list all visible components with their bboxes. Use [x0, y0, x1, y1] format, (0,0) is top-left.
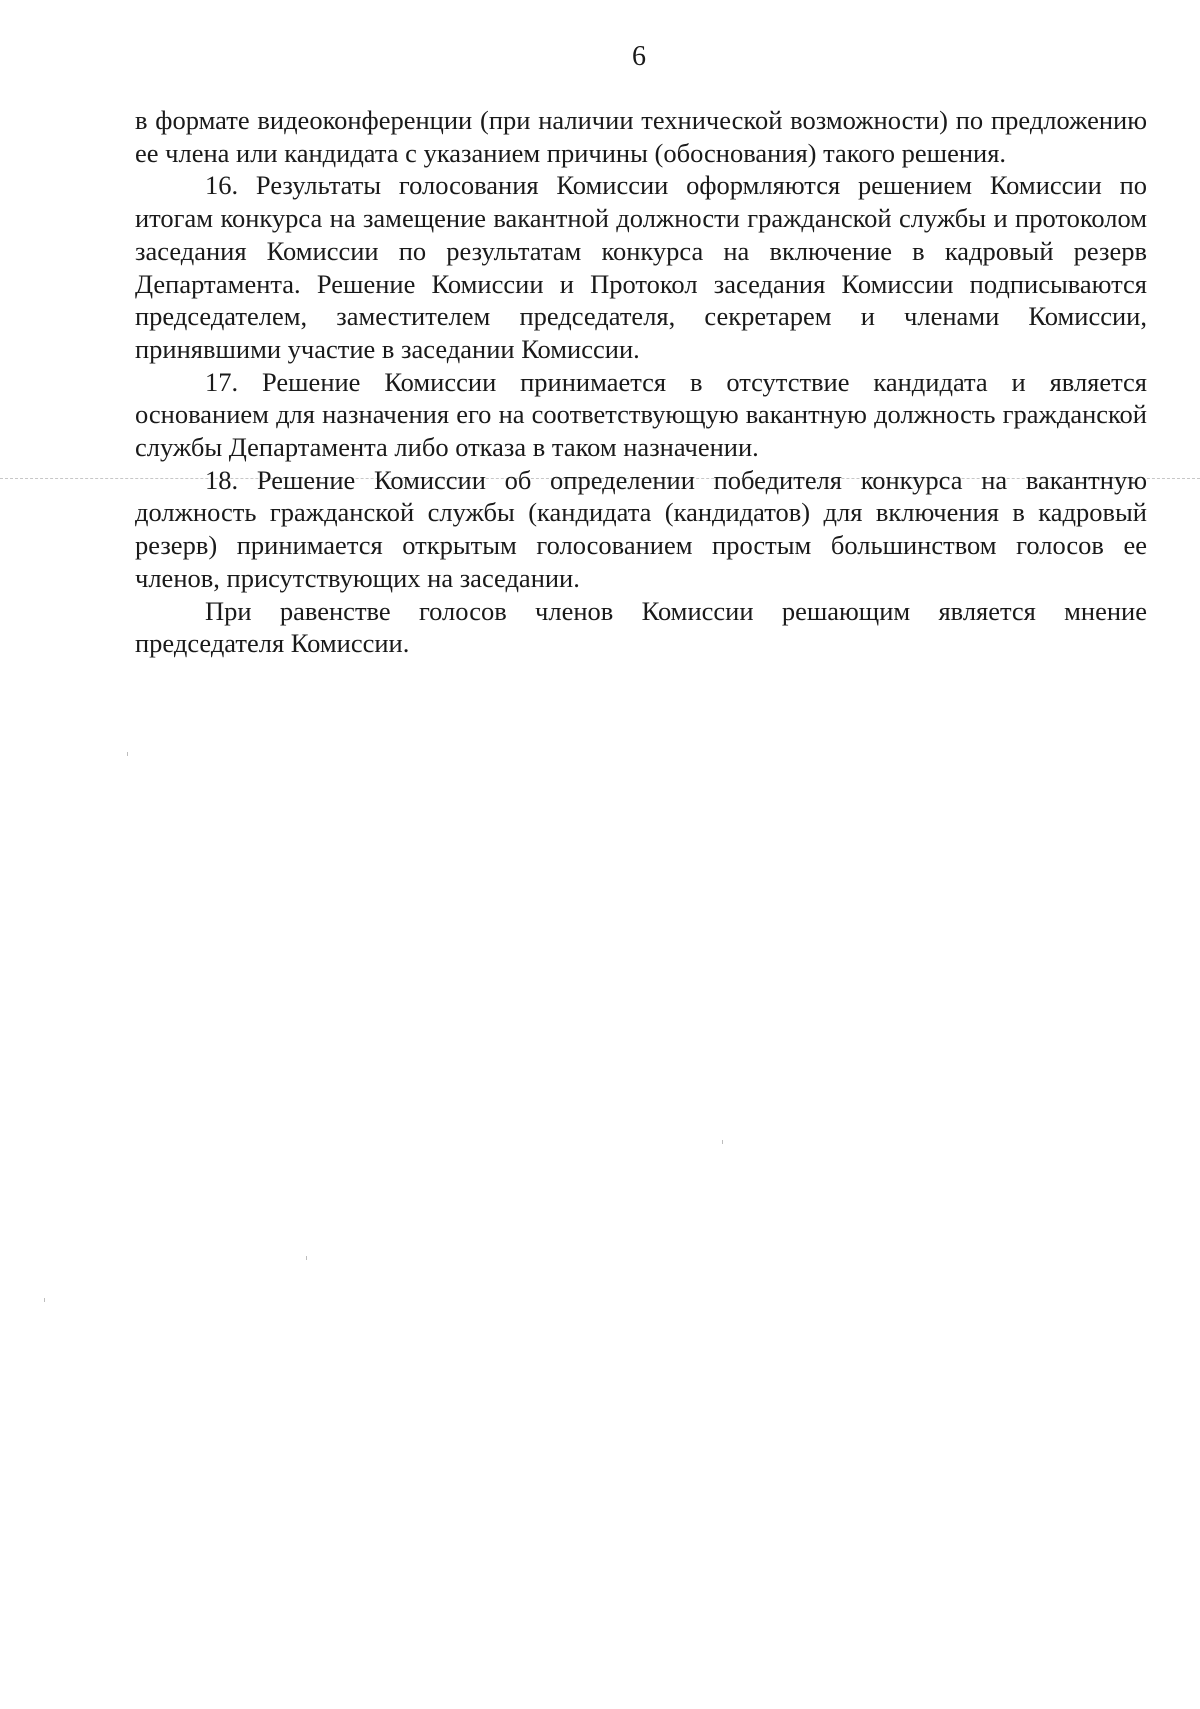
paragraph-continuation: в формате видеоконференции (при наличии технической возможности) по предложению ее члена или кандидата с указанием причины (обоснования) такого решения.	[135, 105, 1147, 168]
paragraph-item-18: 18. Решение Комиссии об определении победителя конкурса на вакантную должность гражданской службы (кандидата (кандидатов) для включения в кадровый резерв) принимается открытым голосованием простым большинством голосов ее членов, присутствующих на заседании.	[135, 464, 1147, 593]
paragraph-tie-vote: При равенстве голосов членов Комиссии решающим является мнение председателя Комиссии.	[135, 595, 1147, 659]
scan-speck	[44, 1298, 45, 1302]
paragraph-item-17: 17. Решение Комиссии принимается в отсутствие кандидата и является основанием для назначения его на соответствующую вакантную должность гражданской службы Департамента либо отказа в таком назначении.	[135, 366, 1147, 463]
scan-speck	[722, 1140, 723, 1144]
document-body	[135, 104, 1147, 660]
scan-speck	[127, 752, 128, 756]
page-number: 6	[632, 41, 646, 72]
paragraph-item-16: 16. Результаты голосования Комиссии оформляются решением Комиссии по итогам конкурса на замещение вакантной должности гражданской службы и протоколом заседания Комиссии по результатам конкурса на включение в кадровый резерв Департамента. Решение Комиссии и Протокол заседания Комиссии подписываются председателем, заместителем председателя, секретарем и членами Комиссии, принявшими участие в заседании Комиссии.	[135, 170, 1147, 364]
scan-speck	[306, 1256, 307, 1260]
